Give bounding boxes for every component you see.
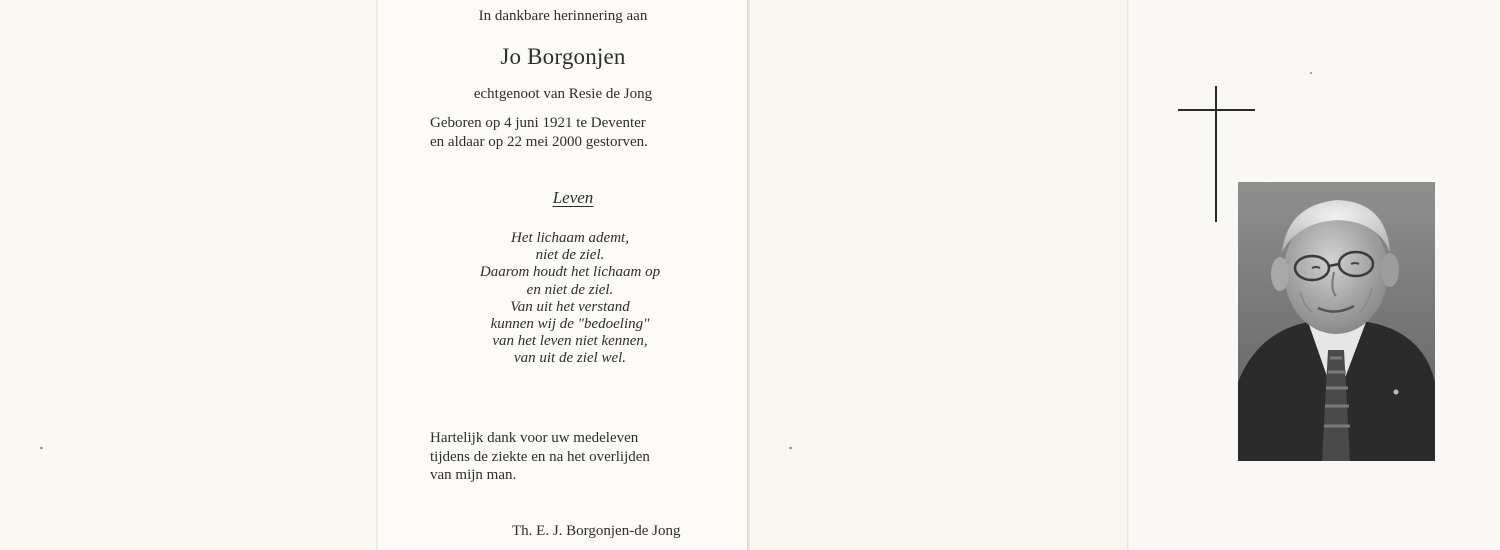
poem-line: niet de ziel.	[535, 247, 605, 264]
poem-title: Leven	[552, 188, 594, 207]
birth-line: Geboren op 4 juni 1921 te Deventer	[430, 115, 646, 131]
thanks-line: Hartelijk dank voor uw medeleven	[430, 430, 639, 446]
fold-line	[376, 0, 378, 550]
spouse-line: echtgenoot van Resie de Jong	[473, 86, 653, 102]
death-line: en aldaar op 22 mei 2000 gestorven.	[430, 134, 648, 150]
poem-line: van het leven niet kennen,	[492, 333, 648, 350]
paper-speck	[1310, 72, 1312, 74]
life-dates	[430, 114, 648, 152]
portrait-illustration	[1238, 182, 1435, 461]
poem	[430, 230, 710, 368]
fold-line	[1127, 0, 1129, 550]
deceased-name: Jo Borgonjen	[500, 44, 626, 69]
thanks-line: tijdens de ziekte en na het overlijden	[430, 448, 650, 465]
blank-back-panel	[0, 0, 378, 550]
poem-line: van uit de ziel wel.	[513, 350, 627, 367]
cross-horizontal-bar	[1178, 109, 1255, 111]
paper-speck	[40, 447, 43, 449]
poem-line: en niet de ziel.	[526, 281, 614, 298]
cross-vertical-bar	[1215, 86, 1217, 222]
thanks-message	[430, 429, 650, 485]
portrait-photo	[1238, 182, 1435, 461]
poem-line: Daarom houdt het lichaam op	[479, 264, 661, 281]
fold-line	[747, 0, 750, 550]
intro-text: In dankbare herinnering aan	[478, 8, 648, 24]
blank-inner-panel	[748, 0, 1128, 550]
thanks-line: van mijn man.	[430, 467, 517, 483]
poem-line: kunnen wij de "bedoeling"	[490, 316, 650, 333]
poem-line: Het lichaam ademt,	[511, 230, 629, 246]
signature: Th. E. J. Borgonjen-de Jong	[512, 523, 681, 539]
poem-line: Van uit het verstand	[510, 298, 630, 315]
paper-speck	[789, 447, 792, 449]
